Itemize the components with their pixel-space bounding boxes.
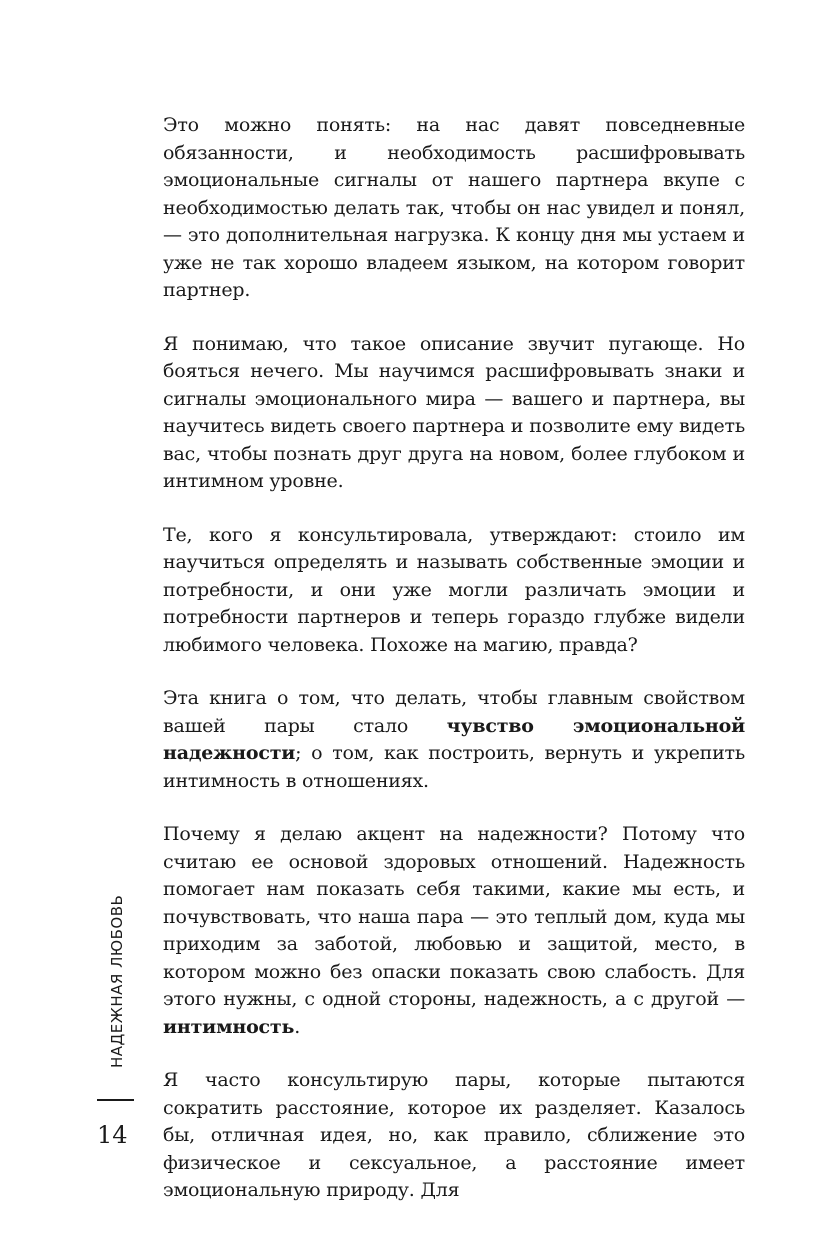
paragraph-text: Это можно понять: на нас давят повседневные обязанности, и необходимость расшифровывать эмоциональные сигналы от нашего партнера вкупе с необходимостью делать так, чтобы он нас увидел и понял, — это дополнительная нагрузка. К концу дня мы устаем и уже не так хорошо владеем языком, на котором говорит партнер. [163, 114, 745, 301]
folio-divider [97, 1099, 134, 1101]
paragraph-text: Эта книга о том, что делать, чтобы главным свойством вашей пары стало [163, 687, 745, 737]
paragraph-text: Я понимаю, что такое описание звучит пугающе. Но бояться нечего. Мы научимся расшифровывать знаки и сигналы эмоционального мира — вашего и партнера, вы научитесь видеть своего партнера и позволите ему видеть вас, чтобы познать друг друга на новом, более глубоком и интимном уровне. [163, 332, 745, 492]
paragraph [163, 331, 745, 496]
paragraph [163, 685, 745, 795]
body-text [163, 112, 745, 1231]
emphasis-text: чувство эмоциональной надежности [163, 714, 745, 764]
paragraph-text: Я часто консультирую пары, которые пытаются сократить расстояние, которое их разделяет. Казалось бы, отличная идея, но, как правило, сближение это физическое и сексуальное, а расстояние имеет эмоциональную природу. Для [163, 1069, 745, 1201]
page-number: 14 [97, 1121, 128, 1149]
paragraph [163, 1067, 745, 1205]
paragraph-text: Почему я делаю акцент на надежности? Потому что считаю ее основой здоровых отношений. Надежность помогает нам показать себя такими, какие мы есть, и почувствовать, что наша пара — это теплый дом, куда мы приходим за заботой, любовью и защитой, место, в котором можно без опаски показать свою слабость. Для этого нужны, с одной стороны, надежность, а с другой — [163, 823, 745, 1010]
paragraph [163, 112, 745, 305]
paragraph [163, 522, 745, 660]
paragraph [163, 821, 745, 1041]
paragraph-text: ; о том, как построить, вернуть и укрепить интимность в отношениях. [163, 742, 745, 792]
paragraph-text: Те, кого я консультировала, утверждают: стоило им научиться определять и называть собственные эмоции и потребности, и они уже могли различать эмоции и потребности партнеров и теперь гораздо глубже видели любимого человека. Похоже на магию, правда? [163, 523, 745, 656]
emphasis-text: интимность [163, 1015, 295, 1038]
paragraph-text: . [294, 1015, 301, 1038]
running-title: НАДЕЖНАЯ ЛЮБОВЬ [108, 894, 126, 1068]
